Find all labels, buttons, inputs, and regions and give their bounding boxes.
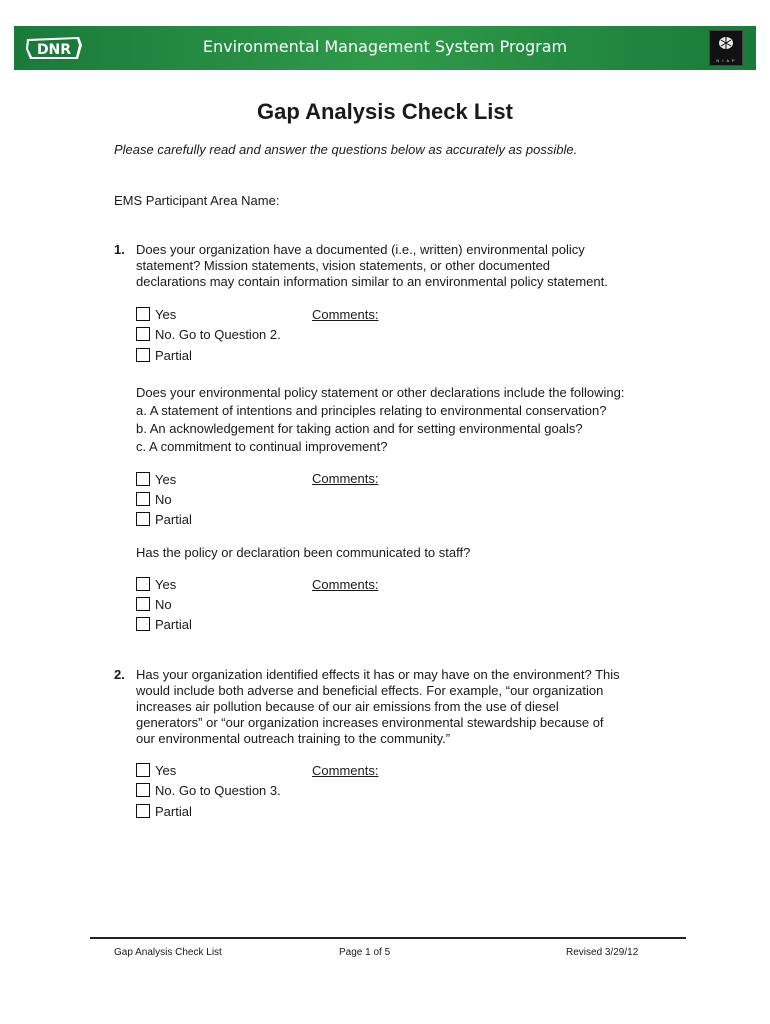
- question-1c-text: Has the policy or declaration been communicated to staff?: [136, 545, 471, 560]
- option-label: Yes: [155, 763, 177, 778]
- q1b-option-no[interactable]: [136, 492, 172, 508]
- page-title: Gap Analysis Check List: [257, 99, 513, 124]
- q2-option-yes[interactable]: [136, 763, 176, 779]
- question-1-line: statement? Mission statements, vision statements, or other documented: [136, 258, 551, 273]
- header-banner: [14, 26, 756, 70]
- question-2-text: [136, 667, 676, 747]
- q1b-comments-label: Comments:: [312, 471, 379, 486]
- option-label: Yes: [155, 307, 177, 322]
- option-label: No: [155, 492, 172, 507]
- footer-divider: [90, 937, 686, 939]
- q1b-option-partial[interactable]: [136, 512, 192, 528]
- option-label: Partial: [155, 348, 192, 363]
- question-1b-line: Does your environmental policy statement or other declarations include the following:: [136, 385, 625, 400]
- option-label: Partial: [155, 617, 192, 632]
- niap-logo: [709, 30, 743, 66]
- checkbox[interactable]: [136, 492, 150, 506]
- option-label: Partial: [155, 512, 192, 527]
- checkbox[interactable]: [136, 577, 150, 591]
- q1c-comments-label: Comments:: [312, 577, 379, 592]
- checkbox[interactable]: [136, 327, 150, 341]
- q1-option-no[interactable]: [136, 327, 281, 343]
- question-1b-line: c. A commitment to continual improvement?: [136, 439, 388, 454]
- q1b-option-yes[interactable]: [136, 472, 176, 488]
- question-2-number: 2.: [114, 667, 125, 682]
- question-2-line: increases air pollution because of our air emissions from the use of diesel: [136, 699, 559, 714]
- option-label: No. Go to Question 3.: [155, 783, 281, 798]
- option-label: Yes: [155, 577, 177, 592]
- question-1-number: 1.: [114, 242, 125, 257]
- banner-title: Environmental Management System Program: [202, 37, 568, 56]
- footer-left: Gap Analysis Check List: [114, 947, 222, 958]
- question-1-line: declarations may contain information similar to an environmental policy statement.: [136, 274, 608, 289]
- option-label: Yes: [155, 472, 177, 487]
- checkbox[interactable]: [136, 597, 150, 611]
- option-label: No: [155, 597, 172, 612]
- question-2-line: generators” or “our organization increases environmental stewardship because of: [136, 715, 604, 730]
- q2-option-partial[interactable]: [136, 804, 192, 820]
- footer-page-number: Page 1 of 5: [339, 947, 391, 958]
- q1c-option-no[interactable]: [136, 597, 172, 613]
- checkbox[interactable]: [136, 617, 150, 631]
- q1c-option-partial[interactable]: [136, 617, 192, 633]
- footer-revised: Revised 3/29/12: [566, 947, 639, 958]
- checkbox[interactable]: [136, 763, 150, 777]
- question-2-line: would include both adverse and beneficial effects. For example, “our organization: [136, 683, 604, 698]
- option-label: Partial: [155, 804, 192, 819]
- area-name-label: EMS Participant Area Name:: [114, 193, 280, 208]
- q1c-option-yes[interactable]: [136, 577, 176, 593]
- leaf-icon: [710, 31, 742, 55]
- q1-comments-label: Comments:: [312, 307, 379, 322]
- checkbox[interactable]: [136, 348, 150, 362]
- checkbox[interactable]: [136, 472, 150, 486]
- question-1b-line: a. A statement of intentions and principles relating to environmental conservation?: [136, 403, 607, 418]
- checkbox[interactable]: [136, 512, 150, 526]
- intro-text: Please carefully read and answer the questions below as accurately as possible.: [114, 142, 578, 157]
- checkbox[interactable]: [136, 307, 150, 321]
- question-1b-text: [136, 384, 676, 456]
- q1-option-yes[interactable]: [136, 307, 176, 323]
- question-1-text: [136, 242, 676, 290]
- checkbox[interactable]: [136, 783, 150, 797]
- question-1b-line: b. An acknowledgement for taking action and for setting environmental goals?: [136, 421, 583, 436]
- checkbox[interactable]: [136, 804, 150, 818]
- q2-option-no[interactable]: [136, 783, 281, 799]
- q1-option-partial[interactable]: [136, 348, 192, 364]
- q2-comments-label: Comments:: [312, 763, 379, 778]
- option-label: No. Go to Question 2.: [155, 327, 281, 342]
- niap-logo-text: N I A P: [716, 58, 736, 63]
- question-2-line: Has your organization identified effects it has or may have on the environment? This: [136, 667, 620, 682]
- question-1-line: Does your organization have a documented (i.e., written) environmental policy: [136, 242, 585, 257]
- dnr-logo-text: DNR: [36, 42, 72, 58]
- question-2-line: our environmental outreach training to the community.”: [136, 731, 451, 746]
